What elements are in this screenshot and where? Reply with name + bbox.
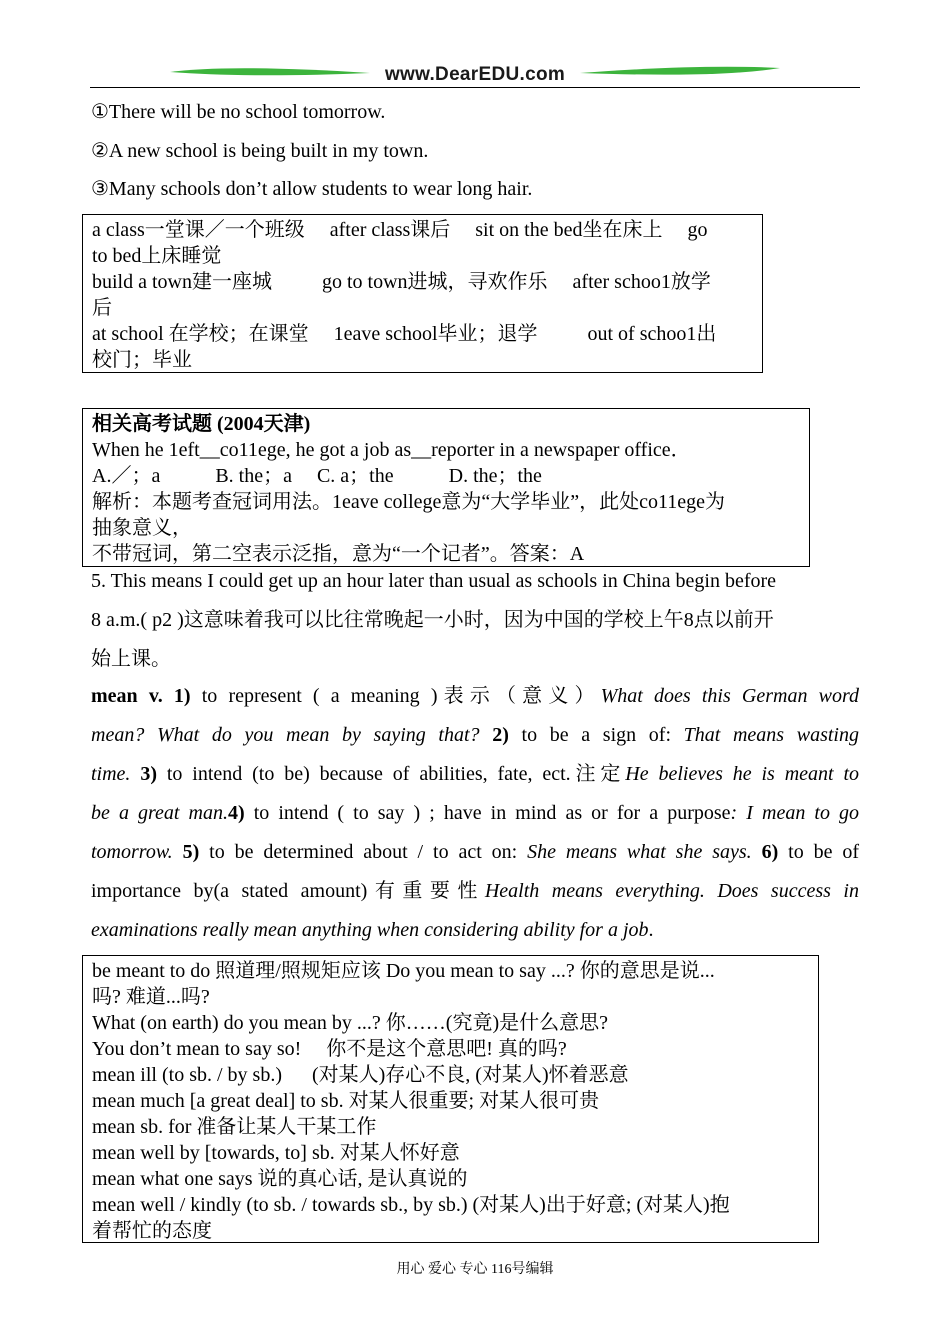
phrase-line: 吗? 难道...吗?: [92, 986, 210, 1008]
sense-example: examinations really mean anything when considering ability for a job: [91, 919, 649, 941]
phrase-line: build a town建一座城 go to town进城，寻欢作乐 after schoo1放学: [92, 271, 711, 293]
point-5-line: 始上课。: [91, 648, 171, 670]
site-logo[interactable]: www.DearEDU.com: [384, 64, 566, 85]
sense-number: 4): [228, 802, 245, 824]
sense-example: tomorrow.: [91, 841, 173, 863]
point-5-paragraph: [91, 562, 859, 679]
sense-number: 5): [182, 841, 200, 863]
sense-definition: to intend ( to say ) ; have in mind as or for a purpose: [244, 802, 731, 824]
mean-line: [91, 872, 859, 911]
sense-definition: importance by(a stated amount)有重要性: [91, 880, 485, 902]
phrase-line: be meant to do 照道理/照规矩应该 Do you mean to say ...? 你的意思是说...: [92, 960, 715, 982]
phrase-line: mean well by [towards, to] sb. 对某人怀好意: [92, 1142, 460, 1164]
sense-example: She means what she says.: [527, 841, 752, 863]
sense-example: : I mean to go: [730, 802, 860, 824]
exam-analysis: 解析：本题考查冠词用法。1eave college意为“大学毕业”，此处co11ege为: [92, 491, 726, 513]
punctuation: .: [648, 919, 654, 941]
phrase-line: mean ill (to sb. / by sb.) (对某人)存心不良, (对某人)怀着恶意: [92, 1064, 629, 1086]
phrase-line: to bed上床睡觉: [92, 245, 222, 267]
sense-example: He believes he is meant to: [625, 763, 860, 785]
sense-example: be a great man.: [91, 802, 228, 824]
phrase-line: mean what one says 说的真心话, 是认真说的: [92, 1168, 468, 1190]
phrase-line: a class一堂课／一个班级 after class课后 sit on the bed坐在床上 go: [92, 219, 708, 241]
sense-definition: to intend (to be) because of abilities, fate, ect.注定: [156, 763, 626, 785]
exam-options: A.／；a B. the；a C. a；the D. the；the: [92, 465, 542, 487]
sense-example: What does this German word: [600, 685, 860, 707]
sense-example: time.: [91, 763, 131, 785]
mean-line: [91, 833, 859, 872]
mean-line: [91, 755, 859, 794]
phrase-line: mean much [a great deal] to sb. 对某人很重要; 对某人很可贵: [92, 1090, 600, 1112]
point-5-line: 8 a.m.( p2 )这意味着我可以比往常晚起一小时，因为中国的学校上午8点以前开: [91, 609, 774, 631]
sense-number: 3): [140, 763, 157, 785]
phrase-line: What (on earth) do you mean by ...? 你……(究竟)是什么意思?: [92, 1012, 608, 1034]
sense-number: 2): [492, 724, 509, 746]
mean-line: [91, 716, 859, 755]
headword: mean v.: [91, 685, 163, 707]
phrase-box-school: [82, 214, 763, 373]
sense-example: That means wasting: [683, 724, 859, 746]
page-footer: 用心 爱心 专心 116号编辑: [396, 1262, 554, 1277]
example-sentence-3: ③Many schools don’t allow students to wear long hair.: [91, 178, 533, 200]
phrase-line: You don’t mean to say so! 你不是这个意思吧! 真的吗?: [92, 1038, 567, 1060]
sense-number: 6): [761, 841, 779, 863]
mean-line: [91, 911, 859, 950]
mean-definition: [91, 677, 859, 950]
point-5-line: 5. This means I could get up an hour later than usual as schools in China begin before: [91, 570, 777, 592]
phrase-line: 校门；毕业: [92, 349, 192, 371]
phrase-box-mean: [82, 955, 819, 1243]
exam-analysis: 抽象意义，: [92, 517, 192, 539]
phrase-line: 后: [92, 297, 112, 319]
mean-line: [91, 794, 859, 833]
sense-number: 1): [173, 685, 191, 707]
phrase-line: 着帮忙的态度: [92, 1220, 212, 1242]
sense-definition: to be of: [778, 841, 860, 863]
phrase-line: at school 在学校；在课堂 1eave school毕业；退学 out of schoo1出: [92, 323, 717, 345]
page-header: [90, 62, 860, 92]
sense-definition: to represent ( a meaning )表示（意义）: [190, 685, 601, 707]
sense-example: mean? What do you mean by saying that?: [91, 724, 480, 746]
sense-definition: to be determined about / to act on:: [199, 841, 528, 863]
phrase-line: mean sb. for 准备让某人干某工作: [92, 1116, 377, 1138]
phrase-line: mean well / kindly (to sb. / towards sb., by sb.) (对某人)出于好意; (对某人)抱: [92, 1194, 730, 1216]
example-sentence-1: ①There will be no school tomorrow.: [91, 101, 386, 123]
exam-question: When he 1eft__co11ege, he got a job as__reporter in a newspaper office．: [92, 439, 691, 461]
mean-line: [91, 677, 859, 716]
example-sentence-2: ②A new school is being built in my town.: [91, 140, 429, 162]
exam-question-box: [82, 408, 810, 567]
header-rule: [90, 87, 860, 88]
exam-title: 相关高考试题 (2004天津): [92, 413, 311, 435]
sense-example: Health means everything. Does success in: [484, 880, 859, 902]
sense-definition: to be a sign of:: [508, 724, 684, 746]
exam-analysis: 不带冠词，第二空表示泛指，意为“一个记者”。答案：A: [92, 543, 585, 565]
